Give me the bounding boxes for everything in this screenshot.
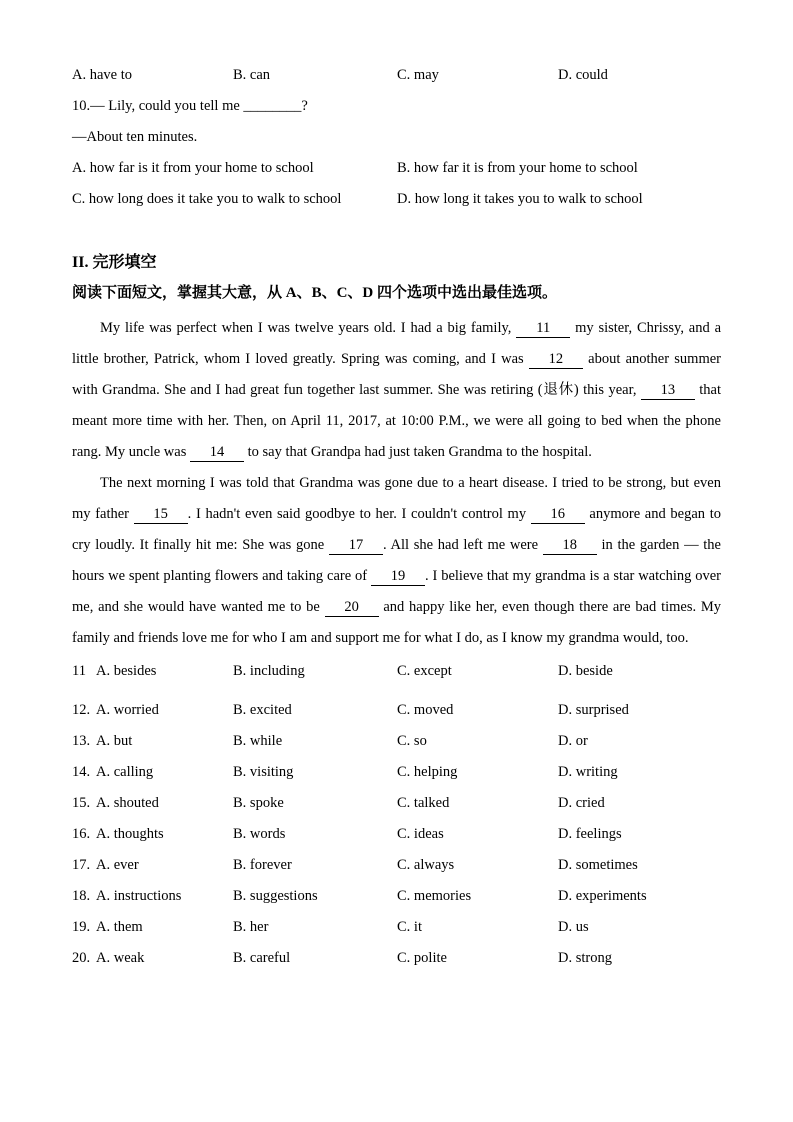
question-number: 14. (72, 764, 91, 780)
cloze-blank-20: 20 (325, 600, 379, 617)
cloze-blank-13: 13 (641, 383, 695, 400)
option-cell: C. talked (397, 795, 450, 811)
option-cell: B. spoke (233, 795, 284, 811)
question-number: 16. (72, 826, 91, 842)
cloze-row-16 (72, 819, 721, 850)
option-cell: C. memories (397, 888, 472, 904)
option-cell: D. cried (558, 795, 605, 811)
option-cell: B. words (233, 826, 286, 842)
option-cell: C. moved (397, 702, 454, 718)
q9-options-row (72, 60, 721, 91)
option-cell: A. worried (96, 702, 159, 718)
option-cell: B. including (233, 663, 305, 679)
q9-option-c: C. may (397, 67, 439, 83)
option-cell: C. it (397, 919, 422, 935)
q9-option-d: D. could (558, 67, 608, 83)
option-cell: D. or (558, 733, 588, 749)
option-cell: B. forever (233, 857, 292, 873)
option-cell: A. them (96, 919, 143, 935)
section-instruction: 阅读下面短文，掌握其大意，从 A、B、C、D 四个选项中选出最佳选项。 (72, 285, 558, 301)
option-cell: C. except (397, 663, 452, 679)
passage-text: and happy like her, even though there are bad times. My family and friends love me for who I am and support me for what I do, as I know my grandma would, too. (72, 599, 722, 646)
option-cell: D. sometimes (558, 857, 638, 873)
cloze-row-20 (72, 943, 721, 974)
option-cell: A. but (96, 733, 133, 749)
cloze-row-19 (72, 912, 721, 943)
cloze-blank-16: 16 (531, 507, 585, 524)
q9-option-a: A. have to (72, 67, 132, 83)
cloze-row-12 (72, 695, 721, 726)
option-cell: A. shouted (96, 795, 159, 811)
cloze-blank-19: 19 (371, 569, 425, 586)
passage-text: to say that Grandpa had just taken Grandma to the hospital. (243, 444, 592, 460)
question-number: 15. (72, 795, 91, 811)
option-cell: A. ever (96, 857, 139, 873)
cloze-row-17 (72, 850, 721, 881)
option-cell: D. surprised (558, 702, 629, 718)
passage-text: . I believe that my grandma is a star watching over me, and she would have wanted me to be (72, 568, 722, 615)
passage-text: about another summer with Grandma. She and I had great fun together last summer. She was retiring (退休) this year, (72, 351, 721, 398)
q10-stem: 10.— Lily, could you tell me ________? (72, 98, 308, 114)
option-cell: B. excited (233, 702, 292, 718)
option-cell: B. her (233, 919, 269, 935)
option-cell: B. suggestions (233, 888, 318, 904)
cloze-blank-18: 18 (543, 538, 597, 555)
option-cell: C. ideas (397, 826, 444, 842)
option-cell: A. besides (96, 663, 157, 679)
question-number: 12. (72, 702, 91, 718)
cloze-row-13 (72, 726, 721, 757)
cloze-blank-15: 15 (134, 507, 188, 524)
passage-text: my sister, Chrissy, and a little brother, Patrick, whom I loved greatly. Spring was coming, and I was (72, 320, 721, 367)
passage-text: . I hadn't even said goodbye to her. I couldn't control my (187, 506, 531, 522)
cloze-options-table (72, 656, 721, 974)
option-cell: C. so (397, 733, 427, 749)
option-cell: D. feelings (558, 826, 622, 842)
section-title: II. 完形填空 (72, 254, 157, 271)
option-cell: C. polite (397, 950, 447, 966)
cloze-row-14 (72, 757, 721, 788)
q10-option-c: C. how long does it take you to walk to school (72, 191, 342, 207)
question-number: 17. (72, 857, 91, 873)
passage-text: My life was perfect when I was twelve years old. I had a big family, (100, 320, 517, 336)
q10-option-d: D. how long it takes you to walk to school (397, 191, 643, 207)
cloze-blank-11: 11 (516, 321, 570, 338)
passage-text: The next morning I was told that Grandma was gone due to a heart disease. I tried to be strong, but even my father (72, 475, 721, 522)
option-cell: B. while (233, 733, 283, 749)
option-cell: C. helping (397, 764, 458, 780)
passage-text: in the garden — the hours we spent planting flowers and taking care of (72, 537, 721, 584)
option-cell: D. us (558, 919, 589, 935)
question-number: 19. (72, 919, 91, 935)
cloze-blank-12: 12 (529, 352, 583, 369)
cloze-blank-14: 14 (190, 445, 244, 462)
question-number: 20. (72, 950, 91, 966)
cloze-blank-17: 17 (329, 538, 383, 555)
question-number: 18. (72, 888, 91, 904)
option-cell: A. weak (96, 950, 145, 966)
option-cell: A. calling (96, 764, 154, 780)
option-cell: B. visiting (233, 764, 294, 780)
question-number: 13. (72, 733, 91, 749)
option-cell: D. experiments (558, 888, 647, 904)
q10-options-row-1 (72, 153, 721, 184)
q10-option-b: B. how far it is from your home to school (397, 160, 638, 176)
cloze-paragraph-2 (72, 468, 721, 654)
q10-answer: —About ten minutes. (72, 129, 198, 145)
q9-option-b: B. can (233, 67, 271, 83)
option-cell: B. careful (233, 950, 291, 966)
passage-text: . All she had left me were (382, 537, 543, 553)
option-cell: D. strong (558, 950, 612, 966)
option-cell: A. instructions (96, 888, 182, 904)
option-cell: C. always (397, 857, 455, 873)
option-cell: D. beside (558, 663, 613, 679)
passage-text: that meant more time with her. Then, on April 11, 2017, at 10:00 P.M., we were all going to bed when the phone rang. My uncle was (72, 382, 721, 460)
q10-options-row-2 (72, 184, 721, 215)
passage-text: anymore and began to cry loudly. It finally hit me: She was gone (72, 506, 721, 553)
option-cell: D. writing (558, 764, 618, 780)
cloze-row-11 (72, 656, 721, 687)
option-cell: A. thoughts (96, 826, 164, 842)
cloze-paragraph-1 (72, 313, 721, 468)
q10-option-a: A. how far is it from your home to school (72, 160, 314, 176)
cloze-row-18 (72, 881, 721, 912)
cloze-row-15 (72, 788, 721, 819)
question-number: 11 (72, 663, 86, 679)
